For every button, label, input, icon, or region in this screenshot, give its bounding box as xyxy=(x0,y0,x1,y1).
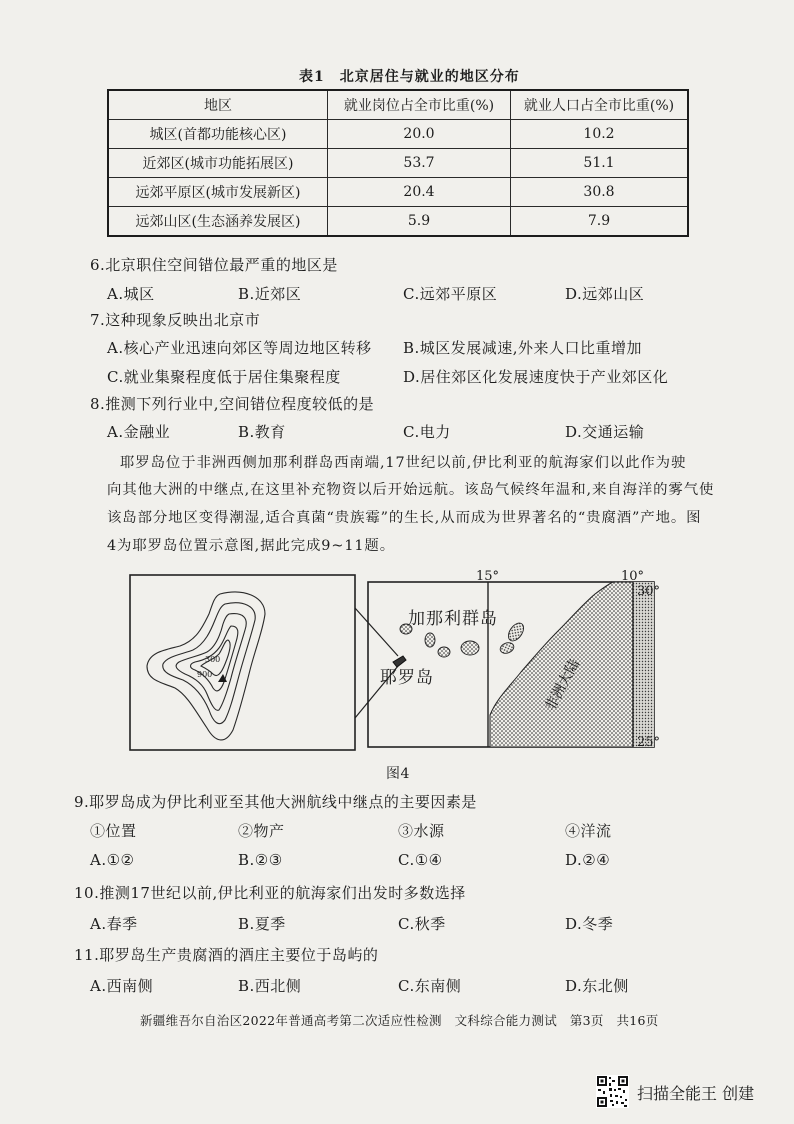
question-9-stem: 9.耶罗岛成为伊比利亚至其他大洲航线中继点的主要因素是 xyxy=(74,793,477,811)
q7-option-b: B.城区发展减速,外来人口比重增加 xyxy=(403,339,643,357)
island-contours xyxy=(147,592,265,740)
q9-option-d: D.②④ xyxy=(565,851,611,869)
contour-label-900: 900 xyxy=(197,670,213,679)
yeluo-island-marker xyxy=(393,656,406,667)
q7-option-a: A.核心产业迅速向郊区等周边地区转移 xyxy=(107,339,372,357)
q10-option-a: A.春季 xyxy=(90,915,138,933)
q11-option-c: C.东南侧 xyxy=(398,977,462,995)
table-cell: 30.8 xyxy=(511,178,689,207)
q8-option-b: B.教育 xyxy=(238,423,286,441)
q10-option-c: C.秋季 xyxy=(398,915,446,933)
table-header-cell: 就业岗位占全市比重(%) xyxy=(328,90,511,120)
table-cell: 远郊山区(生态涵养发展区) xyxy=(108,207,328,237)
contour-label-300: 300 xyxy=(205,655,221,664)
q7-option-c: C.就业集聚程度低于居住集聚程度 xyxy=(107,368,341,386)
table-header-cell: 地区 xyxy=(108,90,328,120)
table-cell: 7.9 xyxy=(511,207,689,237)
q6-option-a: A.城区 xyxy=(107,285,155,303)
table-row xyxy=(108,149,688,178)
q11-option-d: D.东北侧 xyxy=(565,977,629,995)
label-lon-10: 10° xyxy=(621,570,645,584)
figure-caption: 图4 xyxy=(386,766,410,782)
q10-option-b: B.夏季 xyxy=(238,915,286,933)
label-lat-25: 25° xyxy=(637,735,661,750)
table-cell: 城区(首都功能核心区) xyxy=(108,120,328,149)
question-7-stem: 7.这种现象反映出北京市 xyxy=(90,311,261,329)
table-row xyxy=(108,207,688,237)
q9-item-1: ①位置 xyxy=(90,822,137,840)
scanner-watermark: 扫描全能王 创建 xyxy=(637,1084,755,1103)
table-caption: 表1 北京居住与就业的地区分布 xyxy=(299,69,520,85)
qr-code-icon xyxy=(596,1075,629,1108)
passage-line-4: 4为耶罗岛位置示意图,据此完成9~11题。 xyxy=(107,538,396,554)
connector-line-top xyxy=(355,608,398,656)
table-cell: 51.1 xyxy=(511,149,689,178)
q6-option-c: C.远郊平原区 xyxy=(403,285,498,303)
table-cell: 53.7 xyxy=(328,149,511,178)
label-yeluo-island: 耶罗岛 xyxy=(380,668,434,688)
table-cell: 10.2 xyxy=(511,120,689,149)
table-row xyxy=(108,178,688,207)
table-header-cell: 就业人口占全市比重(%) xyxy=(511,90,689,120)
table-cell: 20.0 xyxy=(328,120,511,149)
q6-option-d: D.远郊山区 xyxy=(565,285,645,303)
table-cell: 远郊平原区(城市发展新区) xyxy=(108,178,328,207)
q9-item-3: ③水源 xyxy=(398,822,445,840)
table-cell: 5.9 xyxy=(328,207,511,237)
q9-option-b: B.②③ xyxy=(238,851,283,869)
table-header-row xyxy=(108,90,688,120)
question-8-stem: 8.推测下列行业中,空间错位程度较低的是 xyxy=(90,395,375,413)
label-canary-islands: 加那利群岛 xyxy=(408,609,498,629)
q8-option-d: D.交通运输 xyxy=(565,423,645,441)
question-6-stem: 6.北京职住空间错位最严重的地区是 xyxy=(90,256,338,274)
q6-option-b: B.近郊区 xyxy=(238,285,302,303)
q9-item-4: ④洋流 xyxy=(565,822,612,840)
passage-line-2: 向其他大洲的中继点,在这里补充物资以后开始远航。该岛气候终年温和,来自海洋的雾气使 xyxy=(107,482,715,498)
label-africa: 非洲大陆 xyxy=(542,656,583,714)
table-cell: 20.4 xyxy=(328,178,511,207)
q9-item-2: ②物产 xyxy=(238,822,285,840)
q9-option-a: A.①② xyxy=(90,851,135,869)
question-10-stem: 10.推测17世纪以前,伊比利亚的航海家们出发时多数选择 xyxy=(74,884,466,902)
q9-option-c: C.①④ xyxy=(398,851,443,869)
label-lat-30: 30° xyxy=(637,584,661,599)
table-row xyxy=(108,120,688,149)
q11-option-b: B.西北侧 xyxy=(238,977,302,995)
q8-option-a: A.金融业 xyxy=(107,423,171,441)
q7-option-d: D.居住郊区化发展速度快于产业郊区化 xyxy=(403,368,669,386)
q11-option-a: A.西南侧 xyxy=(90,977,154,995)
q10-option-d: D.冬季 xyxy=(565,915,614,933)
label-lon-15: 15° xyxy=(476,570,500,584)
table-cell: 近郊区(城市功能拓展区) xyxy=(108,149,328,178)
q8-option-c: C.电力 xyxy=(403,423,451,441)
passage-line-3: 该岛部分地区变得潮湿,适合真菌“贵族霉”的生长,从而成为世界著名的“贵腐酒”产地。图 xyxy=(107,510,702,526)
figure-4-map xyxy=(125,570,665,760)
shaded-strip xyxy=(633,582,654,747)
page-footer: 新疆维吾尔自治区2022年普通高考第二次适应性检测 文科综合能力测试 第3页 共16页 xyxy=(140,1013,659,1028)
distribution-table xyxy=(107,89,689,237)
question-11-stem: 11.耶罗岛生产贵腐酒的酒庄主要位于岛屿的 xyxy=(74,946,379,964)
passage-line-1: 耶罗岛位于非洲西侧加那利群岛西南端,17世纪以前,伊比利亚的航海家们以此作为驶 xyxy=(120,455,687,471)
